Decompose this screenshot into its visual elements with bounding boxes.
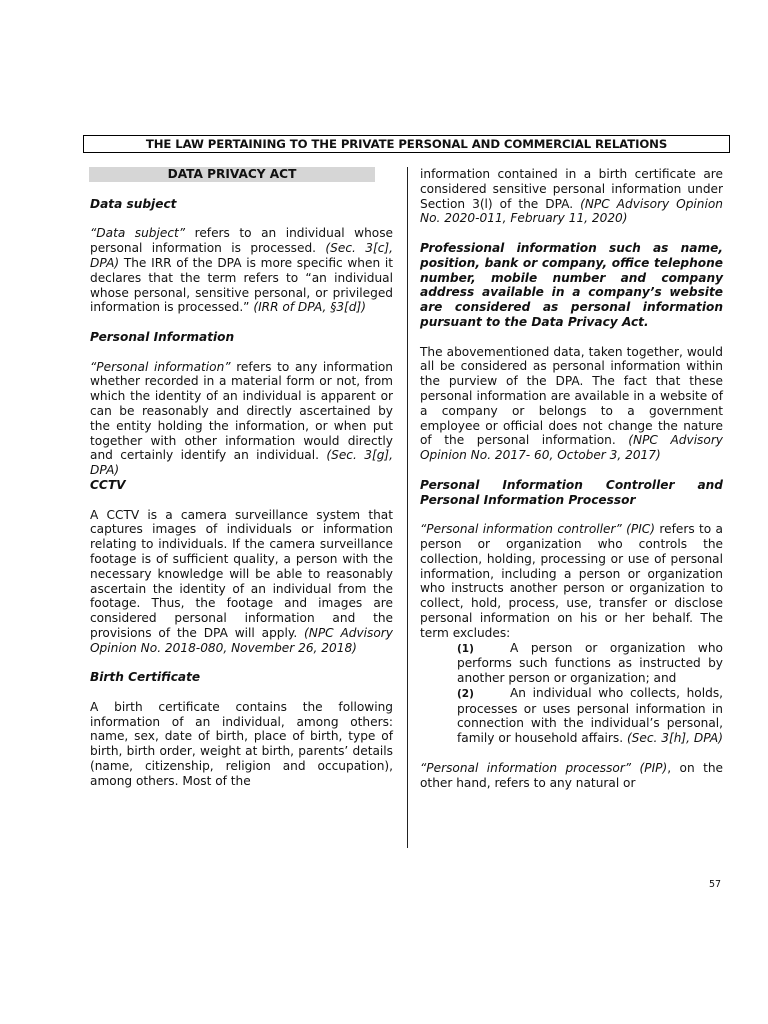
text-data-subject: refers to an individual whose personal information is processed. bbox=[90, 226, 393, 256]
heading-personal-information: Personal Information bbox=[90, 329, 235, 344]
citation-irr: (IRR of DPA, §3[d]) bbox=[253, 300, 366, 315]
exclusion-number: (2) bbox=[457, 687, 474, 700]
citation-npc-2020-011: (NPC Advisory Opinion No. 2020-011, February 11, 2020) bbox=[420, 196, 723, 226]
left-column bbox=[90, 167, 393, 789]
citation-npc-2018-080: (NPC Advisory Opinion No. 2018-080, November 26, 2018) bbox=[90, 625, 393, 655]
heading-birth-certificate: Birth Certificate bbox=[90, 670, 201, 685]
exclusion-text: An individual who collects, holds, processes or uses personal information in connection with the individual’s personal, family or household affairs. bbox=[457, 685, 723, 746]
section-title-data-privacy-act: DATA PRIVACY ACT bbox=[89, 167, 375, 182]
page-header-title: THE LAW PERTAINING TO THE PRIVATE PERSONAL AND COMMERCIAL RELATIONS bbox=[83, 135, 730, 153]
citation-sec-3h: (Sec. 3[h], DPA) bbox=[626, 731, 723, 746]
heading-data-subject: Data subject bbox=[90, 196, 177, 211]
term-pip: “Personal information processor” (PIP) bbox=[420, 760, 668, 775]
paragraph-cctv bbox=[90, 508, 393, 656]
paragraph-data-subject bbox=[90, 226, 393, 315]
text-data-subject-irr: The IRR of the DPA is more specific when it declares that the term refers to “an individual whose personal, sensitive personal, or privileged information is processed.” bbox=[90, 255, 393, 315]
text-pip: , on the other hand, refers to any natural or bbox=[420, 760, 723, 790]
paragraph-personal-information bbox=[90, 360, 393, 478]
paragraph-professional-information: Professional information such as name, position, bank or company, office telephone number, mobile number and company address available in a company’s website are considered as personal information pursuant to the Data Privacy Act. bbox=[420, 240, 723, 329]
column-divider bbox=[407, 167, 408, 848]
exclusion-text: A person or organization who performs such functions as instructed by another person or organization; and bbox=[457, 640, 723, 686]
citation-sec-3c: (Sec. 3[c], DPA) bbox=[90, 241, 393, 270]
exclusion-number: (1) bbox=[457, 642, 474, 655]
right-column bbox=[420, 167, 723, 790]
text-abovementioned: The abovementioned data, taken together, would all be considered as personal information within the purview of the DPA. The fact that these personal information are available in a website of a company or belongs to a government employee or official does not change the nature of the personal information. bbox=[420, 344, 723, 448]
text-pic: refers to a person or organization who controls the collection, holding, processing or use of personal information, including a person or organization who instructs another person or organization to collect, hold, process, use, transfer or disclose personal information on his or her behalf. The term excludes: bbox=[420, 522, 723, 640]
paragraph-birth-certificate-continued bbox=[420, 167, 723, 226]
text-personal-information: refers to any information whether recorded in a material form or not, from which the identity of an individual is apparent or can be reasonably and directly ascertained by the entity holding the information, or when put together with other information would directly and certainly identify an individual. bbox=[90, 359, 393, 463]
page-number: 57 bbox=[709, 879, 722, 890]
exclusion-item bbox=[457, 686, 723, 746]
term-personal-information: “Personal information” bbox=[90, 359, 231, 374]
term-data-subject: “Data subject” bbox=[90, 226, 186, 241]
heading-pic-and-pip: Personal Information Controller and Personal Information Processor bbox=[420, 477, 723, 507]
paragraph-birth-certificate: A birth certificate contains the following information of an individual, among others: name, sex, date of birth, place of birth, type of birth, birth order, weight at birth, parents’ details (name, citizenship, religion and occupation), among others. Most of the bbox=[90, 699, 393, 788]
text-cctv: A CCTV is a camera surveillance system that captures images of individuals or information relating to individuals. If the camera surveillance footage is of sufficient quality, a person with the necessary knowledge will be able to reasonably ascertain the identity of an individual from the footage. Thus, the footage and images are considered personal information and the provisions of the DPA will apply. bbox=[90, 507, 393, 640]
heading-cctv: CCTV bbox=[90, 477, 126, 492]
citation-sec-3g: (Sec. 3[g], DPA) bbox=[90, 448, 393, 478]
text-birth-continued: information contained in a birth certificate are considered sensitive personal information under Section 3(l) of the DPA. bbox=[420, 167, 723, 211]
term-pic: “Personal information controller” (PIC) bbox=[420, 522, 656, 537]
citation-npc-2017-60: (NPC Advisory Opinion No. 2017- 60, October 3, 2017) bbox=[420, 433, 723, 463]
exclusion-item bbox=[457, 641, 723, 686]
paragraph-pic bbox=[420, 522, 723, 640]
paragraph-abovementioned-data bbox=[420, 345, 723, 463]
paragraph-pip bbox=[420, 761, 723, 791]
